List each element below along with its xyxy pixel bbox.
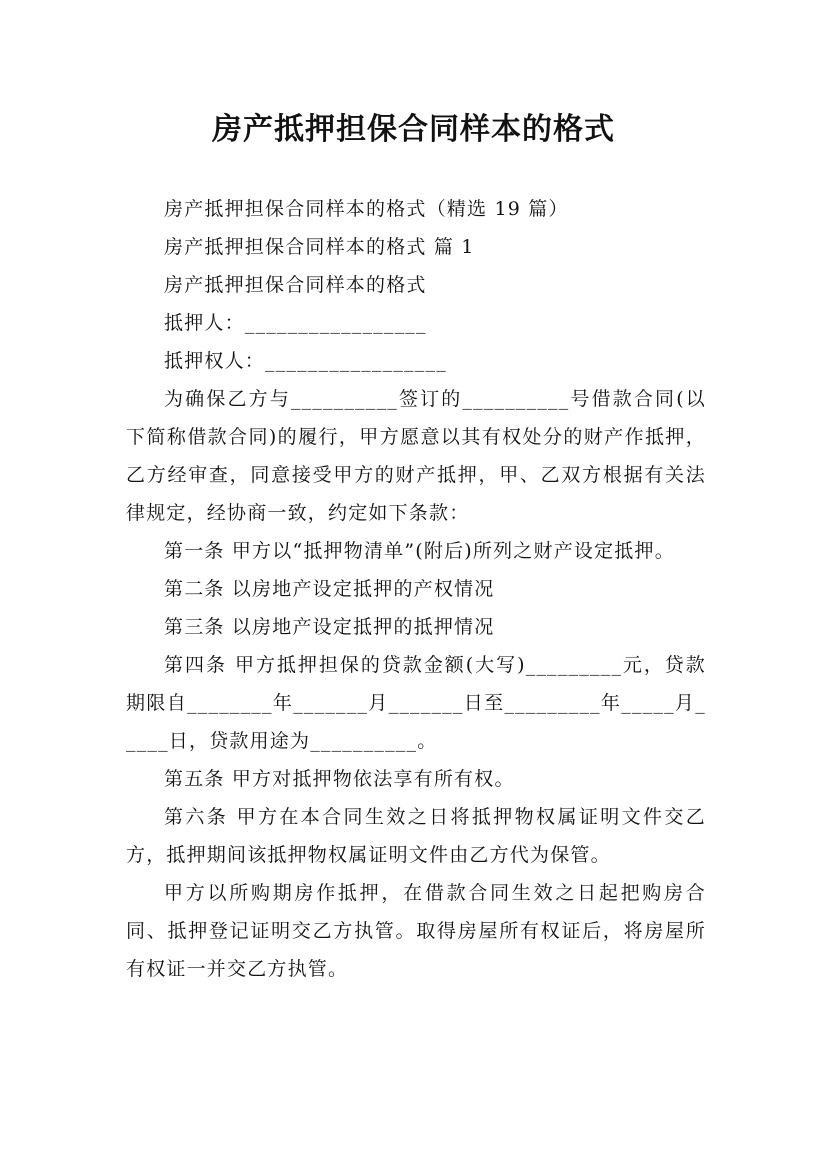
mortgagee-line: 抵押权人：_________________ [164,350,447,372]
clause-3: 第三条 以房地产设定抵押的抵押情况 [164,616,495,638]
clause-6: 第六条 甲方在本合同生效之日将抵押物权属证明文件交乙方，抵押期间该抵押物权属证明文件由乙方代为保管。 [126,806,706,866]
clause-1: 第一条 甲方以“抵押物清单”(附后)所列之财产设定抵押。 [164,540,675,562]
paragraph-contract-title: 房产抵押担保合同样本的格式 [164,274,427,296]
clause-4: 第四条 甲方抵押担保的贷款金额(大写)_________元，贷款期限自________年_______月_______日至_________年_____月_____日，贷款用途为__________。 [126,654,706,752]
clause-5: 第五条 甲方对抵押物依法享有所有权。 [164,768,515,790]
clause-6-additional: 甲方以所购期房作抵押，在借款合同生效之日起把购房合同、抵押登记证明交乙方执管。取得房屋所有权证后，将房屋所有权证一并交乙方执管。 [126,882,706,980]
mortgagor-line: 抵押人：_________________ [164,312,427,334]
clause-2: 第二条 以房地产设定抵押的产权情况 [164,578,495,600]
paragraph-intro: 房产抵押担保合同样本的格式（精选 19 篇） [164,198,569,220]
document-body [126,190,706,988]
paragraph-section-heading: 房产抵押担保合同样本的格式 篇 1 [164,236,475,258]
document-title: 房产抵押担保合同样本的格式 [212,112,615,147]
paragraph-purpose: 为确保乙方与__________签订的__________号借款合同(以下简称借款合同)的履行，甲方愿意以其有权处分的财产作抵押，乙方经审查，同意接受甲方的财产抵押，甲、乙双方根据有关法律规定，经协商一致，约定如下条款： [126,388,706,524]
